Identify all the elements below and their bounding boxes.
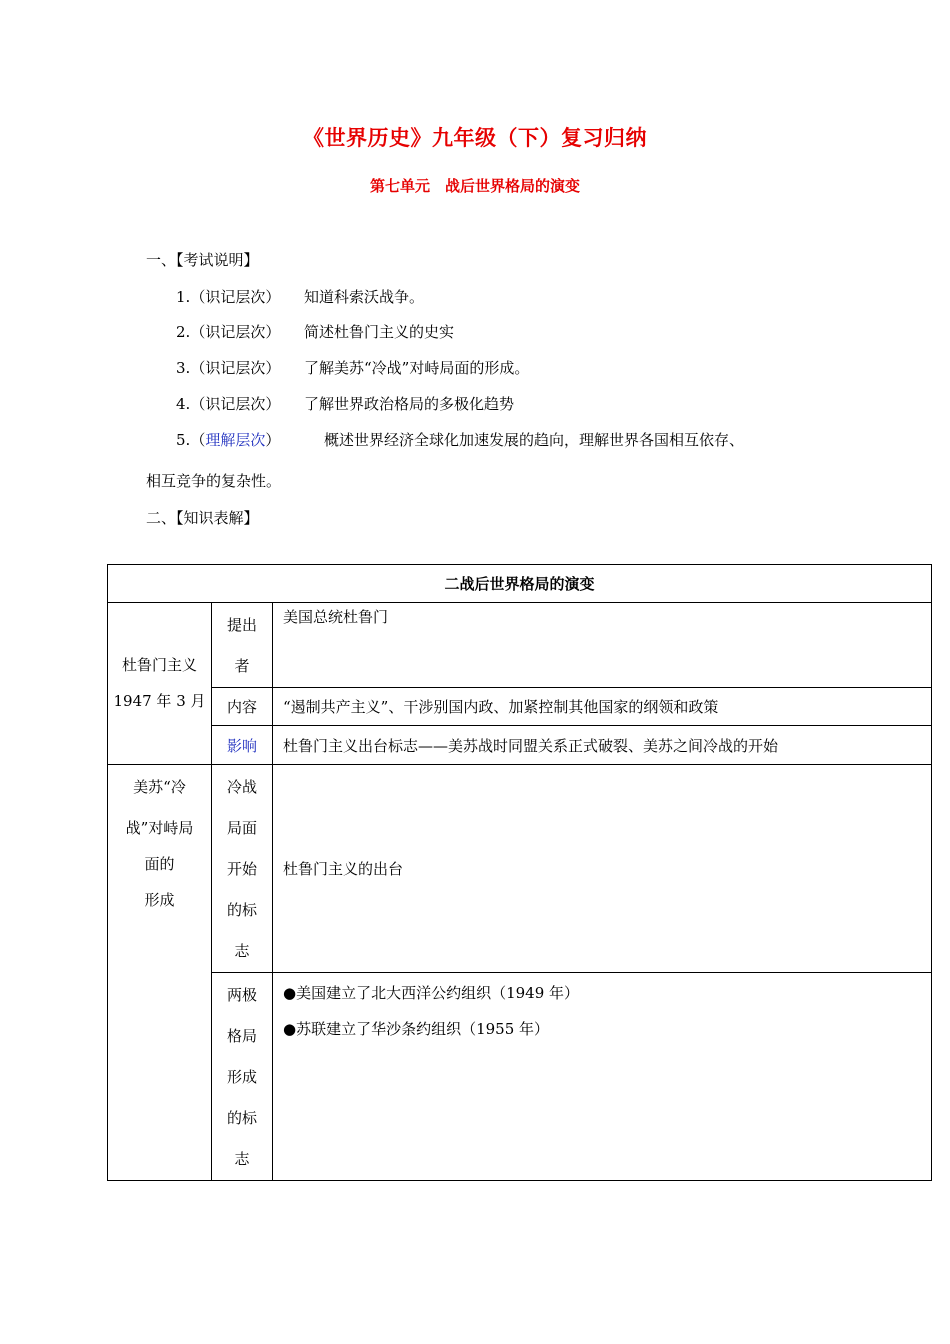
content-value: “遏制共产主义”、干涉别国内政、加紧控制其他国家的纲领和政策: [273, 688, 932, 726]
exam-item-3: [176, 357, 530, 378]
content-label: 内容: [212, 688, 273, 726]
item-level: （识记层次）: [190, 359, 281, 377]
item-level-close: ）: [265, 431, 281, 449]
item-level-link: 理解层次: [205, 431, 266, 449]
item-number: 5.: [176, 431, 191, 449]
proposer-value: 美国总统杜鲁门: [273, 603, 932, 688]
truman-name: 杜鲁门主义: [121, 656, 197, 674]
item-text: 简述杜鲁门主义的史实: [304, 323, 455, 341]
bipolar-label: 两极 格局 形成 的标 志: [212, 973, 273, 1181]
knowledge-table: [107, 564, 932, 1181]
item-text: 了解世界政治格局的多极化趋势: [304, 395, 515, 413]
exam-item-1: [176, 286, 425, 307]
item-text: 概述世界经济全球化加速发展的趋向，理解世界各国相互依存、: [324, 431, 745, 449]
exam-item-2: [176, 321, 455, 342]
warsaw-item: ●苏联建立了华沙条约组织（1955 年）: [283, 1020, 550, 1038]
unit-subtitle: 第七单元 战后世界格局的演变: [369, 177, 580, 195]
item-number: 4.: [176, 395, 191, 413]
item-number: 3.: [176, 359, 191, 377]
proposer-label: 提出 者: [212, 603, 273, 688]
coldwar-cell: 美苏“冷 战”对峙局 面的 形成: [108, 765, 212, 1181]
item-text: 了解美苏“冷战”对峙局面的形成。: [304, 359, 530, 377]
page-title: 《世界历史》九年级（下）复习归纳: [303, 125, 647, 150]
impact-label: 影响: [212, 726, 273, 765]
coldwar-start-label: 冷战 局面 开始 的标 志: [212, 765, 273, 973]
item-level-open: （: [190, 431, 206, 449]
exam-item-5: [176, 429, 745, 450]
item-level: （识记层次）: [190, 323, 281, 341]
section-heading-knowledge: 二、【知识表解】: [146, 509, 259, 527]
item-text: 知道科索沃战争。: [304, 288, 425, 306]
section-heading-exam: 一、【考试说明】: [146, 251, 259, 269]
exam-item-5-continuation: 相互竞争的复杂性。: [146, 472, 282, 490]
impact-value: 杜鲁门主义出台标志——美苏战时同盟关系正式破裂、美苏之间冷战的开始: [273, 726, 932, 765]
exam-item-4: [176, 393, 515, 414]
truman-cell: [108, 603, 212, 765]
nato-item: ●美国建立了北大西洋公约组织（1949 年）: [283, 984, 580, 1002]
table-header: 二战后世界格局的演变: [108, 565, 932, 603]
item-level: （识记层次）: [190, 395, 281, 413]
item-number: 2.: [176, 323, 191, 341]
bipolar-values: [273, 973, 932, 1181]
item-number: 1.: [176, 288, 191, 306]
item-level: （识记层次）: [190, 288, 281, 306]
coldwar-start-value: 杜鲁门主义的出台: [273, 765, 932, 973]
truman-date: 1947 年 3 月: [113, 692, 206, 710]
